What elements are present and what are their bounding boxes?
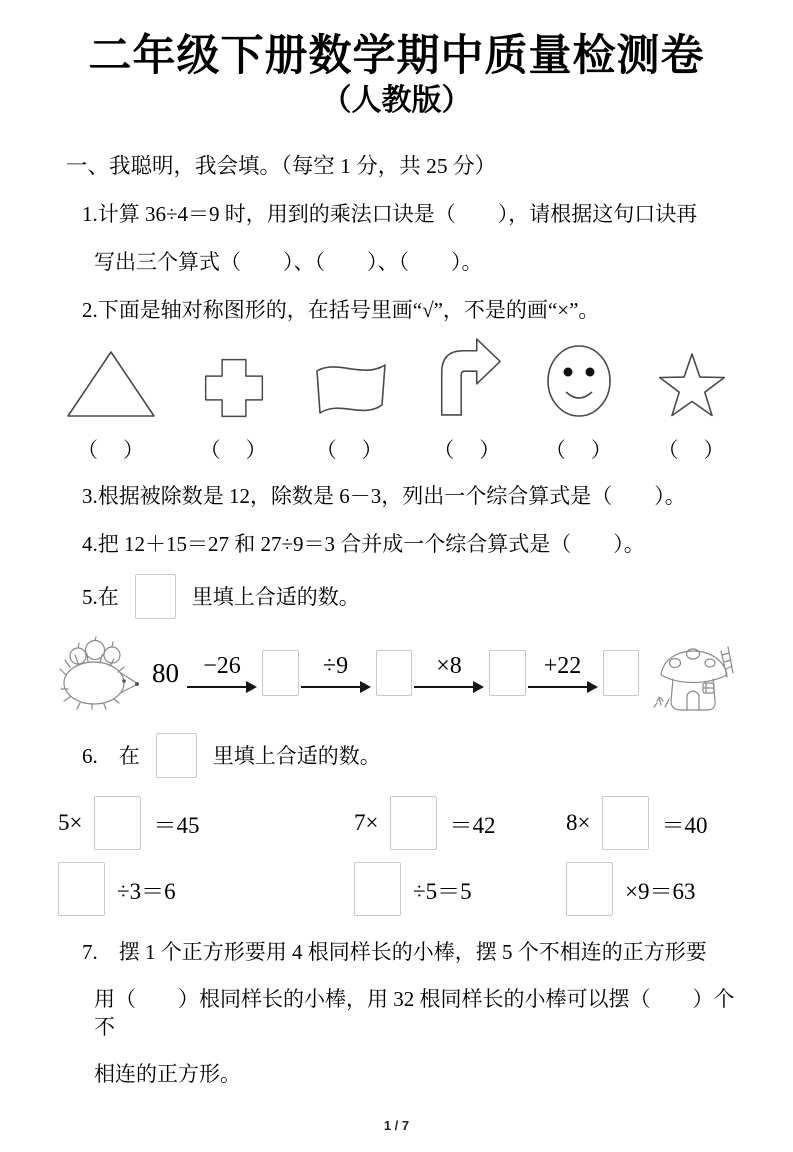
mushroom-house-icon <box>649 633 735 713</box>
flow-op-label: +22 <box>543 652 582 679</box>
right-arrow-icon <box>528 681 598 693</box>
answer-box <box>489 650 526 696</box>
answer-blank: （ ） <box>315 438 385 463</box>
page-subtitle: （人教版） <box>321 83 472 117</box>
answer-blank: （ ） <box>433 438 503 463</box>
flag-icon <box>309 358 391 420</box>
answer-box <box>566 862 613 916</box>
flow-step-plus-22 <box>528 654 598 693</box>
answer-box <box>602 796 649 850</box>
equation-suffix: ＝40 <box>661 812 708 838</box>
smiley-face-icon <box>544 342 614 420</box>
answer-box <box>58 862 105 916</box>
answer-box <box>262 650 299 696</box>
question-6-prefix: 6. 在 <box>82 743 140 768</box>
answer-box <box>390 796 437 850</box>
flow-step-minus-26 <box>187 654 257 693</box>
equation-row-1 <box>58 796 735 850</box>
worksheet-page <box>0 30 793 1152</box>
flow-op-label: −26 <box>203 652 241 679</box>
number-chain-diagram <box>58 633 735 713</box>
question-5-suffix: 里填上合适的数。 <box>191 584 360 609</box>
answer-box <box>354 862 401 916</box>
section-one-heading: 一、我聪明，我会填。（每空 1 分，共 25 分） <box>66 154 497 179</box>
triangle-icon <box>64 348 159 420</box>
equation-suffix: ×9＝63 <box>625 878 696 904</box>
right-arrow-icon <box>301 681 371 693</box>
flow-step-divide-9 <box>301 654 371 693</box>
right-arrow-icon <box>187 681 257 693</box>
hedgehog-icon <box>58 637 142 709</box>
equation-item <box>566 796 735 850</box>
equation-suffix: ÷3＝6 <box>117 878 176 904</box>
right-arrow-icon <box>414 681 484 693</box>
equation-prefix: 5× <box>58 810 83 836</box>
shape-item-triangle <box>64 338 159 464</box>
equation-item <box>58 862 354 916</box>
question-6-suffix: 里填上合适的数。 <box>212 743 381 768</box>
equation-prefix: 7× <box>354 810 379 836</box>
question-6-text <box>58 733 735 778</box>
answer-box <box>156 733 197 778</box>
answer-blank: （ ） <box>544 438 614 463</box>
equation-item <box>566 862 735 916</box>
flow-op-label: ÷9 <box>322 652 349 679</box>
shape-item-flag <box>309 338 391 464</box>
question-5-prefix: 5.在 <box>82 584 119 609</box>
five-pointed-star-icon <box>655 350 729 420</box>
symmetry-shapes-row <box>58 338 735 464</box>
page-title: 二年级下册数学期中质量检测卷 <box>88 33 705 80</box>
equation-item <box>58 796 354 850</box>
answer-blank: （ ） <box>199 438 269 463</box>
equation-item <box>354 796 566 850</box>
flow-op-label: ×8 <box>436 652 462 679</box>
shape-item-star <box>655 338 729 464</box>
question-5-text <box>58 574 735 619</box>
question-7-line-1: 7. 摆 1 个正方形要用 4 根同样长的小棒，摆 5 个不相连的正方形要 <box>82 940 707 965</box>
answer-box <box>376 650 413 696</box>
equation-suffix: ÷5＝5 <box>413 878 472 904</box>
flow-step-times-8 <box>414 654 484 693</box>
turn-right-arrow-icon <box>432 334 504 420</box>
question-7-line-3: 相连的正方形。 <box>94 1062 241 1087</box>
plus-cross-icon <box>202 356 266 420</box>
shape-item-arrow <box>432 338 504 464</box>
equation-item <box>354 862 566 916</box>
question-1-line-1: 1.计算 36÷4＝9 时，用到的乘法口诀是（ ），请根据这句口诀再 <box>82 202 698 227</box>
shape-item-cross <box>200 338 269 464</box>
question-2-text: 2.下面是轴对称图形的，在括号里画“√”，不是的画“×”。 <box>82 298 600 323</box>
flow-start-number: 80 <box>152 657 179 688</box>
answer-box <box>94 796 141 850</box>
answer-blank: （ ） <box>77 438 146 463</box>
question-3-text: 3.根据被除数是 12，除数是 6－3，列出一个综合算式是（ ）。 <box>82 484 686 509</box>
answer-blank: （ ） <box>657 438 727 463</box>
equation-suffix: ＝45 <box>153 812 200 838</box>
answer-box <box>603 650 640 696</box>
question-7-line-2: 用（ ）根同样长的小棒，用 32 根同样长的小棒可以摆（ ）个不 <box>94 987 735 1040</box>
question-4-text: 4.把 12＋15＝27 和 27÷9＝3 合并成一个综合算式是（ ）。 <box>82 532 645 557</box>
equation-prefix: 8× <box>566 810 591 836</box>
question-1-line-2: 写出三个算式（ ）、（ ）、（ ）。 <box>94 250 483 275</box>
equation-suffix: ＝42 <box>449 812 496 838</box>
equation-row-2 <box>58 862 735 916</box>
shape-item-smiley <box>544 338 614 464</box>
answer-box <box>135 574 176 619</box>
page-number: 1 / 7 <box>383 1118 410 1134</box>
